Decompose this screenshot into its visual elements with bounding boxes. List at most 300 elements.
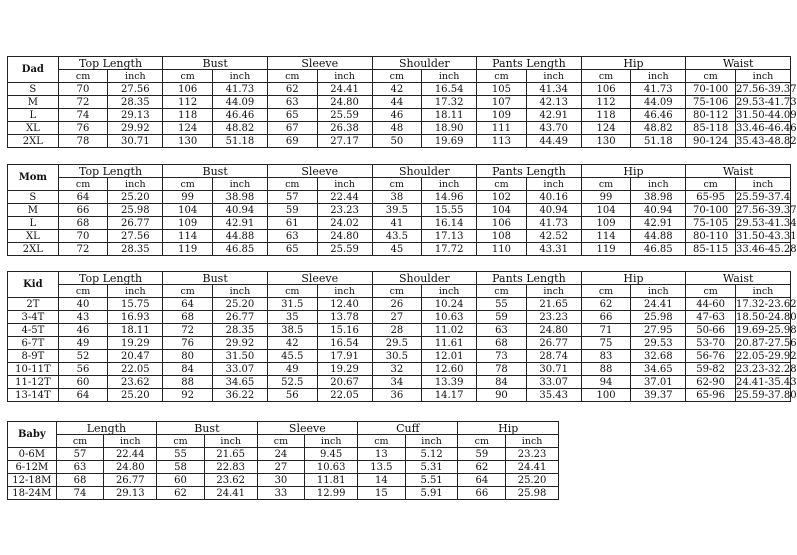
inch-value: 14.17 (422, 389, 477, 402)
inch-value: 38.98 (631, 191, 686, 204)
size-label: 8-9T (8, 350, 59, 363)
cm-value: 100 (581, 389, 631, 402)
baby-column-header: Bust (157, 422, 257, 435)
cm-value: 60 (58, 376, 108, 389)
inch-value: 25.20 (212, 298, 267, 311)
cm-value: 38.5 (267, 324, 317, 337)
inch-value: 51.18 (631, 135, 686, 148)
cm-value: 88 (163, 376, 213, 389)
inch-value: 25.98 (506, 487, 559, 500)
table-row (8, 461, 559, 474)
inch-value: 40.16 (526, 191, 581, 204)
dad-column-header: Waist (686, 57, 791, 70)
cm-value: 106 (163, 83, 213, 96)
cm-value: 56 (267, 389, 317, 402)
cm-value: 62 (581, 298, 631, 311)
inch-value: 23.23 (317, 204, 372, 217)
cm-value: 80-110 (686, 230, 736, 243)
cm-value: 57 (56, 448, 104, 461)
cm-value: 46 (372, 109, 422, 122)
table-row (8, 83, 791, 96)
unit-inch-label: inch (526, 285, 581, 298)
table-row (8, 350, 791, 363)
unit-inch-label: inch (735, 70, 790, 83)
mom-column-header: Sleeve (267, 165, 372, 178)
cm-value: 44 (372, 96, 422, 109)
cm-value: 65 (267, 243, 317, 256)
inch-value: 17.32-23.62 (735, 298, 797, 310)
unit-inch-label: inch (108, 285, 163, 298)
inch-value: 24.41 (204, 487, 257, 500)
cm-value: 68 (163, 311, 213, 324)
cm-value: 106 (581, 83, 631, 96)
cm-value: 53-70 (686, 337, 736, 350)
cm-value: 94 (581, 376, 631, 389)
inch-value: 27.56-39.37 (735, 204, 797, 216)
inch-value: 48.82 (631, 122, 686, 135)
cm-value: 66 (58, 204, 108, 217)
cm-value: 80-112 (686, 109, 736, 122)
inch-value: 41.34 (526, 83, 581, 96)
inch-value: 25.59-37.4 (735, 191, 791, 203)
inch-value: 27.56 (108, 230, 163, 243)
kid-column-header: Waist (686, 272, 791, 285)
inch-value: 10.63 (305, 461, 358, 474)
cm-value: 56-76 (686, 350, 736, 363)
inch-value: 25.59-37.80 (735, 389, 797, 401)
unit-inch-label: inch (631, 70, 686, 83)
cm-value: 114 (581, 230, 631, 243)
cm-value: 70 (58, 230, 108, 243)
cm-value: 72 (58, 96, 108, 109)
inch-value: 33.46-46.46 (735, 122, 797, 134)
inch-value: 23.23 (506, 448, 559, 461)
cm-value: 66 (581, 311, 631, 324)
cm-value: 80 (163, 350, 213, 363)
inch-value: 26.77 (108, 217, 163, 230)
unit-inch-label: inch (405, 435, 458, 448)
inch-value: 42.91 (212, 217, 267, 230)
cm-value: 59-82 (686, 363, 736, 376)
unit-inch-label: inch (212, 178, 267, 191)
size-label: L (8, 109, 59, 122)
table-row (8, 217, 791, 230)
inch-value: 23.62 (108, 376, 163, 389)
table-row (8, 448, 559, 461)
cm-value: 41 (372, 217, 422, 230)
inch-value: 20.47 (108, 350, 163, 363)
cm-value: 104 (581, 204, 631, 217)
cm-value: 68 (58, 217, 108, 230)
unit-cm-label: cm (458, 435, 506, 448)
unit-inch-label: inch (305, 435, 358, 448)
cm-value: 84 (163, 363, 213, 376)
cm-value: 46 (58, 324, 108, 337)
inch-value: 18.50-24.80 (735, 311, 797, 323)
table-row (8, 311, 791, 324)
inch-value: 30.71 (108, 135, 163, 148)
dad-table-title: Dad (8, 57, 59, 83)
cm-value: 75-105 (686, 217, 736, 230)
inch-value: 23.23-32.28 (735, 363, 797, 375)
cm-value: 42 (267, 337, 317, 350)
inch-value: 51.18 (212, 135, 267, 148)
cm-value: 49 (58, 337, 108, 350)
cm-value: 59 (477, 311, 527, 324)
inch-value: 31.50 (212, 350, 267, 363)
inch-value: 40.94 (526, 204, 581, 217)
unit-inch-label: inch (204, 435, 257, 448)
cm-value: 45.5 (267, 350, 317, 363)
inch-value: 24.80 (317, 230, 372, 243)
cm-value: 111 (477, 122, 527, 135)
inch-value: 24.02 (317, 217, 372, 230)
cm-value: 104 (477, 204, 527, 217)
inch-value: 35.43-48.82 (735, 135, 797, 147)
unit-cm-label: cm (58, 178, 108, 191)
cm-value: 63 (267, 230, 317, 243)
unit-cm-label: cm (257, 435, 305, 448)
inch-value: 40.94 (631, 204, 686, 217)
inch-value: 15.55 (422, 204, 477, 217)
inch-value: 25.59 (317, 109, 372, 122)
unit-inch-label: inch (317, 285, 372, 298)
inch-value: 25.20 (108, 191, 163, 204)
table-row (8, 389, 791, 402)
cm-value: 75-106 (686, 96, 736, 109)
baby-column-header: Cuff (358, 422, 458, 435)
unit-inch-label: inch (526, 178, 581, 191)
cm-value: 13 (358, 448, 406, 461)
inch-value: 19.69-25.98 (735, 324, 797, 336)
table-row (8, 474, 559, 487)
cm-value: 38 (372, 191, 422, 204)
cm-value: 50 (372, 135, 422, 148)
cm-value: 45 (372, 243, 422, 256)
cm-value: 68 (477, 337, 527, 350)
table-row (8, 298, 791, 311)
size-label: 0-6M (8, 448, 57, 461)
inch-value: 24.41 (631, 298, 686, 311)
unit-inch-label: inch (631, 285, 686, 298)
inch-value: 18.11 (108, 324, 163, 337)
cm-value: 34 (372, 376, 422, 389)
kid-column-header: Shoulder (372, 272, 477, 285)
cm-value: 65-95 (686, 191, 736, 204)
unit-cm-label: cm (358, 435, 406, 448)
table-row (8, 191, 791, 204)
size-label: XL (8, 230, 59, 243)
unit-cm-label: cm (267, 70, 317, 83)
inch-value: 15.16 (317, 324, 372, 337)
cm-value: 65 (267, 109, 317, 122)
cm-value: 64 (58, 191, 108, 204)
inch-value: 42.52 (526, 230, 581, 243)
cm-value: 102 (477, 191, 527, 204)
size-label: 6-12M (8, 461, 57, 474)
cm-value: 32 (372, 363, 422, 376)
dad-column-header: Pants Length (477, 57, 582, 70)
cm-value: 44-60 (686, 298, 736, 311)
cm-value: 108 (477, 230, 527, 243)
cm-value: 76 (58, 122, 108, 135)
inch-value: 18.90 (422, 122, 477, 135)
cm-value: 78 (58, 135, 108, 148)
inch-value: 9.45 (305, 448, 358, 461)
size-label: S (8, 191, 59, 204)
inch-value: 20.87-27.56 (735, 337, 797, 349)
cm-value: 99 (163, 191, 213, 204)
inch-value: 11.02 (422, 324, 477, 337)
inch-value: 43.31 (526, 243, 581, 256)
dad-column-header: Sleeve (267, 57, 372, 70)
inch-value: 26.38 (317, 122, 372, 135)
cm-value: 69 (267, 135, 317, 148)
cm-value: 59 (267, 204, 317, 217)
cm-value: 40 (58, 298, 108, 311)
inch-value: 22.83 (204, 461, 257, 474)
inch-value: 33.46-45.28 (735, 243, 797, 255)
inch-value: 19.29 (317, 363, 372, 376)
inch-value: 16.54 (317, 337, 372, 350)
inch-value: 21.65 (526, 298, 581, 311)
mom-column-header: Hip (581, 165, 686, 178)
cm-value: 57 (267, 191, 317, 204)
unit-inch-label: inch (422, 178, 477, 191)
inch-value: 22.44 (317, 191, 372, 204)
size-label: M (8, 96, 59, 109)
kid-size-table (7, 271, 797, 402)
cm-value: 106 (477, 217, 527, 230)
inch-value: 39.37 (631, 389, 686, 402)
unit-cm-label: cm (477, 70, 527, 83)
table-row (8, 376, 791, 389)
cm-value: 33 (257, 487, 305, 500)
inch-value: 5.12 (405, 448, 458, 461)
cm-value: 70-100 (686, 204, 736, 217)
inch-value: 29.53-41.73 (735, 96, 797, 108)
inch-value: 44.88 (212, 230, 267, 243)
baby-column-header: Length (56, 422, 156, 435)
inch-value: 33.07 (212, 363, 267, 376)
cm-value: 52.5 (267, 376, 317, 389)
inch-value: 29.13 (108, 109, 163, 122)
kid-column-header: Pants Length (477, 272, 582, 285)
inch-value: 20.67 (317, 376, 372, 389)
cm-value: 68 (56, 474, 104, 487)
kid-column-header: Hip (581, 272, 686, 285)
inch-value: 5.51 (405, 474, 458, 487)
table-row (8, 324, 791, 337)
table-row (8, 337, 791, 350)
inch-value: 24.41-35.43 (735, 376, 797, 388)
inch-value: 12.60 (422, 363, 477, 376)
inch-value: 25.59 (317, 243, 372, 256)
kid-column-header: Bust (163, 272, 268, 285)
inch-value: 25.98 (108, 204, 163, 217)
cm-value: 28 (372, 324, 422, 337)
inch-value: 23.23 (526, 311, 581, 324)
size-label: 4-5T (8, 324, 59, 337)
inch-value: 28.35 (108, 243, 163, 256)
unit-cm-label: cm (163, 178, 213, 191)
cm-value: 43.5 (372, 230, 422, 243)
inch-value: 46.46 (631, 109, 686, 122)
cm-value: 65-96 (686, 389, 736, 402)
unit-cm-label: cm (267, 178, 317, 191)
inch-value: 24.80 (104, 461, 157, 474)
inch-value: 29.53-41.34 (735, 217, 797, 229)
cm-value: 72 (58, 243, 108, 256)
table-row (8, 96, 791, 109)
inch-value: 17.72 (422, 243, 477, 256)
cm-value: 29.5 (372, 337, 422, 350)
inch-value: 12.01 (422, 350, 477, 363)
baby-column-header: Sleeve (257, 422, 357, 435)
inch-value: 42.13 (526, 96, 581, 109)
unit-inch-label: inch (212, 70, 267, 83)
inch-value: 15.75 (108, 298, 163, 311)
cm-value: 55 (477, 298, 527, 311)
inch-value: 43.70 (526, 122, 581, 135)
cm-value: 104 (163, 204, 213, 217)
inch-value: 27.95 (631, 324, 686, 337)
inch-value: 31.50-44.09 (735, 109, 797, 121)
unit-inch-label: inch (631, 178, 686, 191)
dad-column-header: Hip (581, 57, 686, 70)
cm-value: 78 (477, 363, 527, 376)
cm-value: 62 (267, 83, 317, 96)
cm-value: 48 (372, 122, 422, 135)
inch-value: 27.56-39.37 (735, 83, 797, 95)
cm-value: 36 (372, 389, 422, 402)
unit-cm-label: cm (686, 70, 736, 83)
inch-value: 42.91 (631, 217, 686, 230)
cm-value: 66 (458, 487, 506, 500)
kid-table-title: Kid (8, 272, 59, 298)
cm-value: 88 (581, 363, 631, 376)
cm-value: 124 (581, 122, 631, 135)
cm-value: 62-90 (686, 376, 736, 389)
cm-value: 118 (581, 109, 631, 122)
unit-cm-label: cm (163, 70, 213, 83)
cm-value: 59 (458, 448, 506, 461)
cm-value: 49 (267, 363, 317, 376)
cm-value: 26 (372, 298, 422, 311)
unit-inch-label: inch (108, 70, 163, 83)
unit-cm-label: cm (686, 285, 736, 298)
inch-value: 44.88 (631, 230, 686, 243)
unit-inch-label: inch (317, 70, 372, 83)
inch-value: 31.50-43.31 (735, 230, 797, 242)
cm-value: 30 (257, 474, 305, 487)
cm-value: 62 (157, 487, 205, 500)
inch-value: 28.35 (212, 324, 267, 337)
inch-value: 35.43 (526, 389, 581, 402)
mom-size-table (7, 164, 797, 256)
inch-value: 13.39 (422, 376, 477, 389)
cm-value: 92 (163, 389, 213, 402)
unit-inch-label: inch (735, 285, 790, 298)
inch-value: 29.92 (108, 122, 163, 135)
inch-value: 26.77 (212, 311, 267, 324)
unit-cm-label: cm (157, 435, 205, 448)
cm-value: 42 (372, 83, 422, 96)
unit-cm-label: cm (581, 285, 631, 298)
cm-value: 110 (477, 243, 527, 256)
cm-value: 60 (157, 474, 205, 487)
cm-value: 109 (163, 217, 213, 230)
inch-value: 46.85 (212, 243, 267, 256)
inch-value: 24.41 (506, 461, 559, 474)
size-label: L (8, 217, 59, 230)
cm-value: 112 (163, 96, 213, 109)
inch-value: 5.91 (405, 487, 458, 500)
inch-value: 17.32 (422, 96, 477, 109)
size-label: 18-24M (8, 487, 57, 500)
size-label: XL (8, 122, 59, 135)
cm-value: 75 (581, 337, 631, 350)
unit-inch-label: inch (422, 70, 477, 83)
table-row (8, 487, 559, 500)
cm-value: 39.5 (372, 204, 422, 217)
cm-value: 35 (267, 311, 317, 324)
inch-value: 36.22 (212, 389, 267, 402)
table-row (8, 135, 791, 148)
cm-value: 107 (477, 96, 527, 109)
inch-value: 16.14 (422, 217, 477, 230)
cm-value: 15 (358, 487, 406, 500)
inch-value: 16.54 (422, 83, 477, 96)
cm-value: 13.5 (358, 461, 406, 474)
mom-column-header: Waist (686, 165, 791, 178)
inch-value: 18.11 (422, 109, 477, 122)
inch-value: 24.80 (526, 324, 581, 337)
kid-column-header: Top Length (58, 272, 163, 285)
unit-inch-label: inch (735, 178, 790, 191)
unit-inch-label: inch (526, 70, 581, 83)
inch-value: 37.01 (631, 376, 686, 389)
size-label: 2T (8, 298, 59, 311)
inch-value: 10.24 (422, 298, 477, 311)
cm-value: 70-100 (686, 83, 736, 96)
baby-table-title: Baby (8, 422, 57, 448)
inch-value: 44.09 (631, 96, 686, 109)
cm-value: 31.5 (267, 298, 317, 311)
cm-value: 62 (458, 461, 506, 474)
inch-value: 44.49 (526, 135, 581, 148)
cm-value: 27 (257, 461, 305, 474)
mom-column-header: Shoulder (372, 165, 477, 178)
table-row (8, 243, 791, 256)
cm-value: 64 (58, 389, 108, 402)
inch-value: 22.05-29.92 (735, 350, 797, 362)
cm-value: 84 (477, 376, 527, 389)
inch-value: 21.65 (204, 448, 257, 461)
mom-column-header: Bust (163, 165, 268, 178)
cm-value: 76 (163, 337, 213, 350)
inch-value: 27.56 (108, 83, 163, 96)
cm-value: 55 (157, 448, 205, 461)
cm-value: 52 (58, 350, 108, 363)
cm-value: 99 (581, 191, 631, 204)
dad-size-table (7, 56, 797, 148)
cm-value: 43 (58, 311, 108, 324)
inch-value: 32.68 (631, 350, 686, 363)
unit-cm-label: cm (477, 285, 527, 298)
cm-value: 112 (581, 96, 631, 109)
unit-cm-label: cm (267, 285, 317, 298)
